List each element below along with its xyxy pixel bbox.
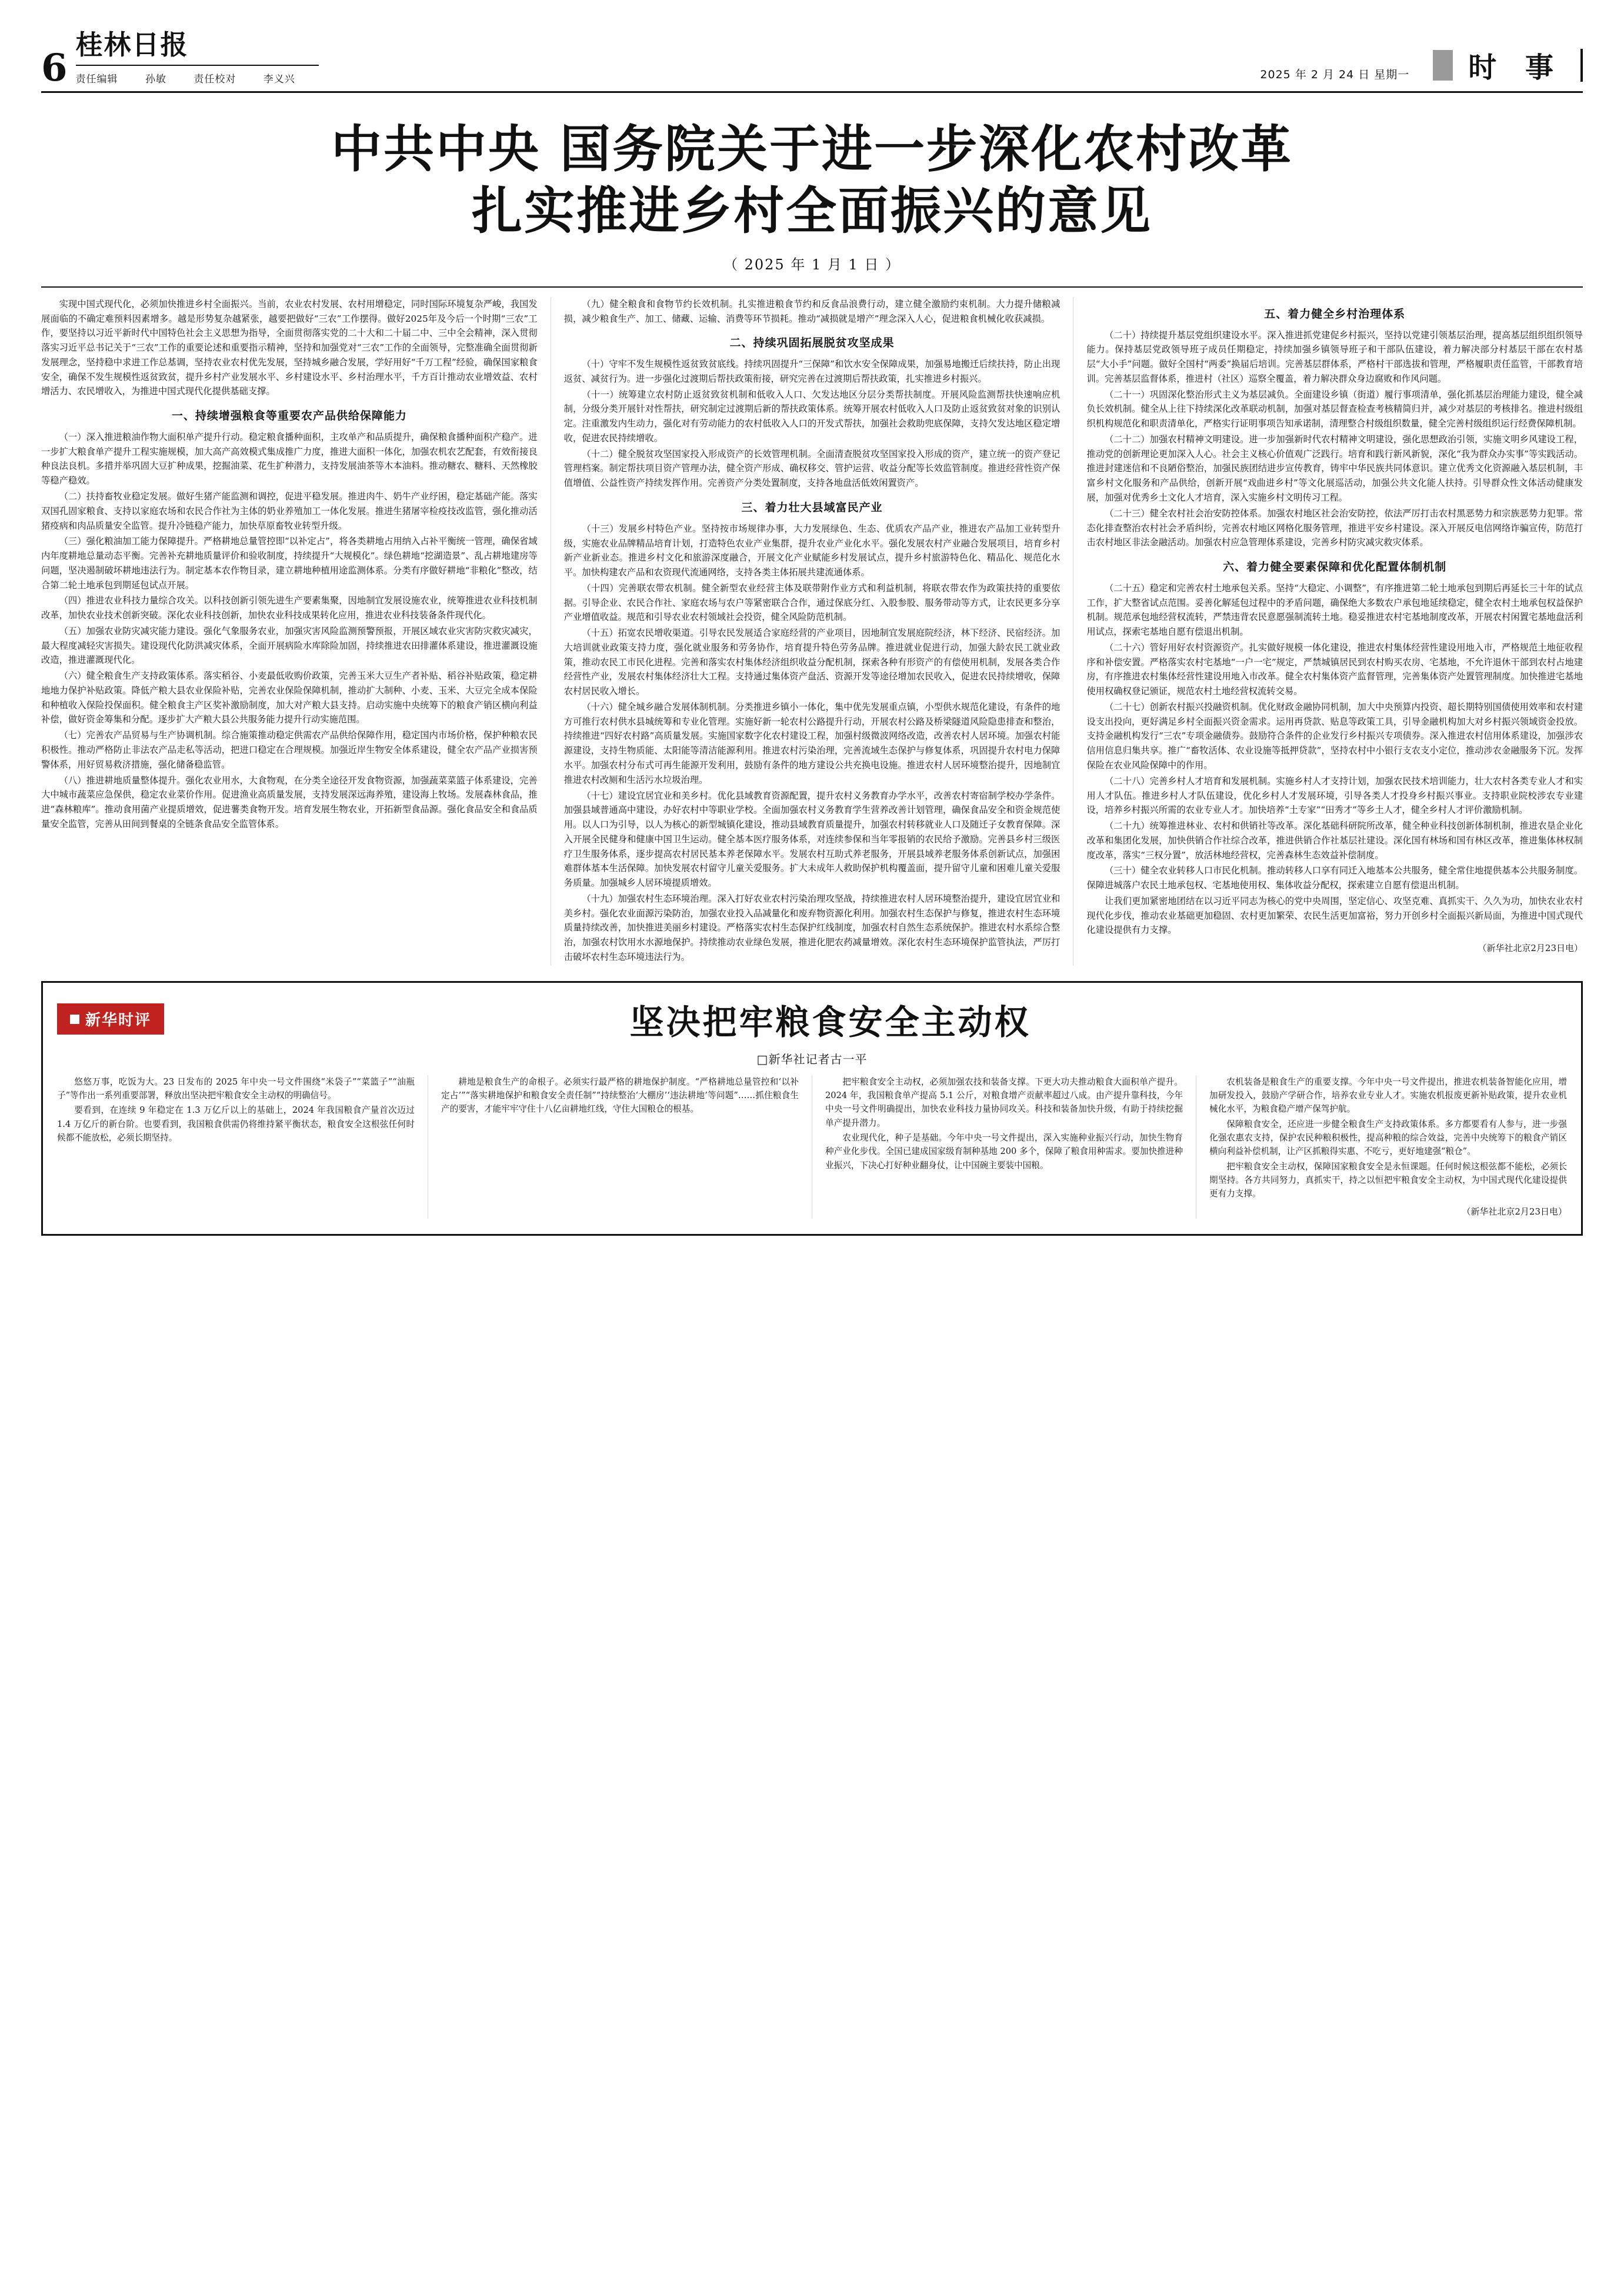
paragraph: （七）完善农产品贸易与生产协调机制。综合施策推动稳定供需农产品供给保障作用，稳定国内市场价格，保护种粮农民积极性。推动严格防止非法农产品走私等活动，把进口稳定在合理规模。加强近岸生物安全体系建设，健全农产品产业损害预警体系，用好贸易救济措施，强化储备稳监管。 [41, 730, 538, 770]
paragraph: （一）深入推进粮油作物大面积单产提升行动。稳定粮食播种面积，主攻单产和品质提升，确保粮食播种面积产稳产。进一步扩大粮食单产提升工程实施规模，加大高产高效模式集成推广力度，推进大面积一体化，加强农机农艺配套，有效衔接良种良法良机。多措并举巩固大豆扩种成果，挖掘油菜、花生扩种潜力，支持发展油茶等木本油料。推动糖农、糖料、天然橡胶等稳产稳效。 [41, 431, 538, 486]
paragraph: （十六）健全城乡融合发展体制机制。分类推进乡镇小一体化，集中优先发展重点镇，小型供水规范化建设，有条件的地方可推行农村供水县城统筹和专业化管理。实施好新一轮农村公路提升行动，开展农村公路及桥梁隧道风险隐患排查和整治，持续推进“四好农村路”高质量发展。实施国家数字化农村建设工程，加强村级微波网络改造，改善农村人居环境。加强农村能源建设，支持生物质能、太阳能等清洁能源利用。推进农村污染治理，完善流域生态保护与修复体系，巩固提升农村电力保障水平。加强农村分布式可再生能源开发利用，鼓励有条件的地方建设公共充换电设施。推进农村人居环境整治提升，因地制宜推进农村改厕和生活污水垃圾治理。 [563, 701, 1061, 785]
paragraph: （十五）拓宽农民增收渠道。引导农民发展适合家庭经营的产业项目，因地制宜发展庭院经济，林下经济、民宿经济。加大培训就业政策支持力度，强化就业服务和劳务协作，培育提升特色劳务品牌。推进就业促进行动，加强大龄农民工就业政策，推动农民工市民化进程。完善和落实农村集体经济组织收益分配机制，探索各种有形资产的有偿使用机制，发展各类合作经营性产业，发展农村集体经济壮大工程。支持通过集体资产盘活、资源开发等途径增加农民收入，促进农民持续增收，保障农村居民收入增长。 [563, 628, 1061, 697]
paragraph: （二十七）创新农村振兴投融资机制。优化财政金融协同机制，加大中央预算内投资、超长期特别国债使用效率和农村建设支出投向，更好满足乡村全面振兴资金需求。运用再贷款、贴息等政策工具，引导金融机构加大对乡村振兴领域资金投放。支持金融机构发行“三农”专项金融债券。鼓励符合条件的企业发行乡村振兴专项债券。深入推进农村信用体系建设，加强涉农信用信息归集共享。推广“畜牧活体、农业设施等抵押贷款”，坚持农村中小银行支农支小定位，推动涉农金融服务下沉。发挥保险在农业风险保障中的作用。 [1086, 701, 1583, 771]
editor-label: 责任编辑 [75, 74, 118, 85]
paragraph: （八）推进耕地质量整体提升。强化农业用水，大食物观，在分类全途径开发食物资源，加强蔬菜菜篮子体系建设，完善大中城市蔬菜应急保供，稳定农业菜价作用。促进渔业高质量发展，支持发展深远海养殖，建设海上牧场。发展森林食品，推进“森林粮库”。推动食用菌产业提质增效，促进薯类食物开发。培育发展生物农业，开拓新型食品源。强化食品安全和食品质量安全监管，完善从田间到餐桌的全链条食品安全监管体系。 [41, 775, 538, 829]
editor-credits [76, 71, 319, 85]
paragraph: 把牢粮食安全主动权，必须加强农技和装备支撑。下更大功夫推动粮食大面积单产提升。2024 年，我国粮食单产提高 5.1 公斤，对粮食增产贡献率超过八成。由产提升靠科技，今年中央一号文件明确提出，加快农业科技力量协同攻关。科技和装备加快升级，有助于持续挖掘单产提升潜力。 [825, 1076, 1183, 1128]
commentary-badge-label: 新华时评 [85, 1012, 152, 1030]
masthead-spacer [319, 66, 1433, 85]
section-heading: 三、着力壮大县域富民产业 [741, 501, 883, 514]
decorative-block [1433, 50, 1453, 81]
section-heading: 六、着力健全要素保障和优化配置体制机制 [1223, 561, 1447, 574]
paragraph: （十三）发展乡村特色产业。坚持按市场规律办事，大力发展绿色、生态、优质农产品产业，推进农产品加工业转型升级，实施农业品牌精品培育计划，打造特色农业产业集群，提升农业产业化水平。强化发展农村产业融合发展项目，培育乡村新产业新业态。推进乡村文化和旅游深度融合，开展文化产业赋能乡村发展试点，提升乡村旅游特色化、精品化、规范化水平。加快构建农产品和农资现代流通网络，支持各类主体拓展共建流通体系。 [563, 523, 1061, 578]
paragraph: 要看到，在连续 9 年稳定在 1.3 万亿斤以上的基础上，2024 年我国粮食产量首次迈过 1.4 万亿斤的新台阶。也要看到，我国粮食供需仍将维持紧平衡状态，粮食安全这根弦任何时候都不能放松，必须长期坚持。 [57, 1105, 415, 1143]
section-heading: 一、持续增强粮食等重要农产品供给保障能力 [171, 409, 407, 423]
paragraph: 悠悠万事，吃饭为大。23 日发布的 2025 年中央一号文件围绕“米袋子”“菜篮子”“油瓶子”等作出一系列重要部署，释放出坚决把牢粮食安全主动权的明确信号。 [57, 1076, 415, 1101]
headline-line-2: 扎实推进乡村全面振兴的意见 [472, 181, 1152, 241]
paragraph: （二）扶持畜牧业稳定发展。做好生猪产能监测和调控，促进平稳发展。推进肉牛、奶牛产业纾困，稳定基础产能。落实双国孔固家粮食、支持以家庭农场和农民合作社为主体的奶业养殖加工一体化发展。推进生猪屠宰检疫技改监管，强化推动活猪疫病和肉品质量安全监管。提升冷链稳产能力，加快草原畜牧业转型升级。 [41, 491, 538, 531]
section-heading: 二、持续巩固拓展脱贫攻坚成果 [729, 336, 895, 350]
paragraph: （二十）持续提升基层党组织建设水平。深入推进抓党建促乡村振兴，坚持以党建引领基层治理，提高基层组织组织领导能力。保持基层党政领导班子成员任期稳定，持续加强乡镇领导班子和干部队伍建设，着力解决部分村基层干部在农村基层“大小手”问题。做好全国村“两委”换届后培训。完善基层群体系，严格村干部选拔和管理，严格履职责任监管，干部教育培训。完善基层监督体系，推进村（社区）巡察全覆盖，着力解决群众身边腐败和作风问题。 [1086, 329, 1583, 384]
paragraph: 农机装备是粮食生产的重要支撑。今年中央一号文件提出，推进农机装备智能化应用，增加研发投入，鼓励产学研合作，培养农业专业人才。实施农机报废更新补贴政策，提升农业机械化水平，为粮食稳产增产保驾护航。 [1209, 1076, 1567, 1115]
paragraph: （四）推进农业科技力量综合攻关。以科技创新引领先进生产要素集聚，因地制宜发展设施农业，统筹推进农业科技机制改革，加快农业技术创新突破。深化农业科技创新，加快农业科技成果转化应用，推进农业科技装备条件现代化。 [41, 595, 538, 621]
section-heading: 五、着力健全乡村治理体系 [1264, 307, 1406, 321]
paragraph: 实现中国式现代化，必须加快推进乡村全面振兴。当前，农业农村发展、农村用增稳定，同时国际环境复杂严峻，我国发展面临的不确定难预料因素增多。越是形势复杂越紧张，越要把做好“三农”工作摆得。做好2025年及今后一个时期“三农”工作，要坚持以习近平新时代中国特色社会主义思想为指导，全面贯彻落实党的二十大和二十届二中、三中全会精神，深入贯彻落实习近平总书记关于“三农”工作的重要论述和重要指示精神，坚持和加强党对“三农”工作的全面领导，完整准确全面贯彻新发展理念，坚持稳中求进工作总基调，坚持农业农村优先发展，坚持城乡融合发展，学好用好“千万工程”经验，确保国家粮食安全，确保不发生规模性返贫致贫，提升乡村产业发展水平、乡村建设水平、乡村治理水平，千方百计推动农业增效益、农村增活力、农民增收入，为推进中国式现代化提供基础支撑。 [41, 298, 538, 397]
commentary-column-3 [812, 1075, 1183, 1219]
vertical-rule [1580, 49, 1583, 82]
paragraph: 保障粮食安全，还应进一步健全粮食生产支持政策体系。多方都要看有人参与，进一步强化强农惠农支持，保护农民种粮积极性，提高种粮的综合效益，完善中央统筹下的粮食产销区横向利益补偿机制，让产区抓粮得实惠、不吃亏，更好地建强“粮仓”。 [1209, 1119, 1567, 1157]
editor-name: 孙敏 [145, 74, 166, 85]
commentary-column-2 [428, 1075, 799, 1219]
paragraph: （六）健全粮食生产支持政策体系。落实稻谷、小麦最低收购价政策，完善玉米大豆生产者补贴、稻谷补贴政策，稳定耕地地力保护补贴政策。降低产粮大县农业保险补贴，完善农业保险保障机制，推动扩大制种、小麦、玉米、大豆完全成本保险和种植收入保险投保面积。健全粮食主产区奖补激励制度，加大对产粮大县支持。启动实施中央统筹下的粮食产销区横向利益补偿，做好资金筹集和分配。逐步扩大产粮大县公共服务能力提升行动实施范围。 [41, 671, 538, 725]
paragraph: （三十）健全农业转移人口市民化机制。推动转移人口享有同迁入地基本公共服务，健全常住地提供基本公共服务制度。保障进城落户农民土地承包权、宅基地使用权、集体收益分配权，探索建立自愿有偿退出机制。 [1086, 865, 1583, 891]
paragraph: （三）强化粮油加工能力保障提升。严格耕地总量管控即“以补定占”，将各类耕地占用纳入占补平衡统一管理，确保省域内年度耕地总量动态平衡。完善补充耕地质量评价和验收制度，持续提升“大规模化”。绿色耕地“挖湖造景”、乱占耕地建房等问题，坚决遏制破坏耕地违法行为。制定基本农作物目录，建立耕地种植用途监测体系。分类有序做好耕地“非粮化”整改，结合第二轮土地承包到期延包试点开展。 [41, 536, 538, 591]
paragraph: （十二）健全脱贫攻坚国家投入形成资产的长效管理机制。全面清查脱贫攻坚国家投入形成的资产，建立统一的资产登记管理档案。制定帮扶项目资产管理办法，健全资产形成、确权移交、管护运营、收益分配等长效监管制度。推进经营性资产保值增值、公益性资产持续发挥作用。完善资产分类处置制度，支持各地盘活低效闲置资产。 [563, 448, 1061, 489]
commentary-column-4 [1196, 1075, 1567, 1219]
paragraph: （十九）加强农村生态环境治理。深入打好农业农村污染治理攻坚战，持续推进农村人居环境整治提升，建设宜居宜业和美乡村。强化农业面源污染防治，加强农业投入品减量化和废弃物资源化利用。加强农村生态保护与修复，推进农村生态环境质量持续改善，加快推进美丽乡村建设。严格落实农村生态保护红线制度，加强农村自然生态系统保护。推进农村水系综合整治，加强农村饮用水水源地保护。持续推动农业绿色发展，推进化肥农药减量增效。深化农村生态环境保护监管执法，严厉打击破坏农村生态环境违法行为。 [563, 893, 1061, 962]
paper-nameplate [76, 24, 319, 85]
paragraph: （二十五）稳定和完善农村土地承包关系。坚持“大稳定、小调整”，有序推进第二轮土地承包到期后再延长三十年的试点工作，扩大整省试点范围。妥善化解延包过程中的矛盾问题，确保绝大多数农户承包地延续稳定，健全农村土地承包权益保护机制。规范承包地经营权流转，严禁违背农民意愿强制流转土地。稳妥推进农村宅基地制度改革，开展农村闲置宅基地盘活利用试点，探索宅基地自愿有偿退出机制。 [1086, 582, 1583, 638]
commentary-box [41, 981, 1583, 1236]
paragraph: （二十九）统筹推进林业、农村和供销社等改革。深化基础科研院所改革，健全种业科技创新体制机制，推进农垦企业化改革和集团化发展，加快供销合作社综合改革，推进供销合作社基层社建设。深化国有林场和国有林区改革，推进集体林权制度改革，落实“三权分置”，放活林地经营权，完善森林生态效益补偿制度。 [1086, 820, 1583, 860]
paragraph: （五）加强农业防灾减灾能力建设。强化气象服务农业，加强灾害风险监测预警预报，开展区域农业灾害防灾救灾减灾，最大程度减轻灾害损失。建设现代化防洪减灾体系，全面开展病险水库除险加固，持续推进农田排灌体系建设，推进灌溉设施改造，推进灌溉现代化。 [41, 625, 538, 666]
paper-name: 桂林日报 [76, 24, 319, 66]
section-title: 时 事 [1468, 51, 1563, 84]
headline-date: （ 2025 年 1 月 1 日 ） [723, 256, 901, 273]
commentary-byline: □新华社记者古一平 [756, 1052, 868, 1066]
commentary-header [57, 995, 1567, 1044]
headline-divider [41, 286, 1583, 288]
commentary-title: 坚决把牢粮食安全主动权 [629, 1002, 1031, 1042]
article-dateline-credit: （新华社北京2月23日电） [1478, 943, 1583, 954]
paragraph: （二十三）健全农村社会治安防控体系。加强农村地区社会治安防控，依法严厉打击农村黑恶势力和宗族恶势力犯罪。常态化排查整治农村社会矛盾纠纷，完善农村地区网格化服务管理，推进平安乡村建设。深入开展反电信网络诈骗宣传，防范打击农村地区非法金融活动。加强农村应急管理体系建设，完善乡村防灾减灾救灾体系。 [1086, 508, 1583, 548]
headline-block [41, 119, 1583, 273]
paragraph: （二十六）管好用好农村资源资产。扎实做好规模一体化建设，推进农村集体经营性建设用地入市，严格规范土地征收程序和补偿安置。严格落实农村宅基地“一户一宅”规定，严禁城镇居民到农村购买农房、宅基地，不允许退休干部到农村占地建房，有序推进农村集体经营性建设用地入市改革。健全农村集体资产监督管理，完善集体资产处置管理制度。加快推进宅基地使用权确权登记颁证，规范农村土地经营权流转交易。 [1086, 642, 1583, 697]
paragraph: （二十一）巩固深化整治形式主义为基层减负。全面建设乡镇（街道）履行事项清单，强化抓基层治理能力建设，健全减负长效机制。健全从上往下持续深化改革联动机制，加强对基层督查检查考核精简归并，减少对基层的考核排名。推进村级组织机构规范化和职责清单化，严格实行证明事项告知承诺制，清理整合村级组织数量，健全完善村级组织运行经费保障机制。 [1086, 389, 1583, 429]
article-columns [41, 297, 1583, 966]
article-column-1 [41, 297, 538, 966]
paragraph: （十）守牢不发生规模性返贫致贫底线。持续巩固提升“三保障”和饮水安全保障成果，加强易地搬迁后续扶持，防止出现返贫、减贫行为。进一步强化过渡期后帮扶政策衔接，研究完善在过渡期后帮扶政策，扎实推进乡村振兴。 [563, 359, 1061, 384]
paragraph: 让我们更加紧密地团结在以习近平同志为核心的党中央周围，坚定信心、攻坚克难、真抓实干、久久为功，加快农业农村现代化步伐，推动农业基础更加稳固、农村更加繁荣、农民生活更加富裕，努力开创乡村全面振兴新局面，为推进中国式现代化建设提供有力支撑。 [1086, 895, 1583, 936]
paragraph: 耕地是粮食生产的命根子。必须实行最严格的耕地保护制度。“严格耕地总量管控和‘以补定占’”“落实耕地保护和粮食安全责任制”“持续整治‘大棚房’‘违法耕地’等问题”……抓住粮食生产的要害，才能牢牢守住十八亿亩耕地红线，守住大国粮仓的根基。 [441, 1076, 799, 1115]
commentary-column-1 [57, 1075, 415, 1219]
headline-line-1: 中共中央 国务院关于进一步深化农村改革 [331, 119, 1293, 179]
page-folio-number: 6 [41, 46, 68, 91]
masthead [41, 24, 1583, 93]
paragraph: （二十二）加强农村精神文明建设。进一步加强新时代农村精神文明建设，强化思想政治引领，实施文明乡风建设工程，推动党的创新理论更加深入人心。社会主义核心价值观广泛践行。培育和践行新风新貌，深化“我为群众办实事”等实践活动。推进封建迷信和不良陋俗整治，加强民族团结进步宣传教育，铸牢中华民族共同体意识。建立优秀文化资源融入基层机制，丰富乡村文化服务和产品供给，创新开展“戏曲进乡村”等文化展巡活动，加强公共文化能人扶持。引导群众性文体活动健康发展，加强对优秀乡土文化人才培育，深入实施乡村文明传习工程。 [1086, 433, 1583, 503]
proofreader-name: 李义兴 [263, 74, 295, 85]
issue-date: 2025 年 2 月 24 日 星期一 [1260, 68, 1410, 81]
proofreader-label: 责任校对 [194, 74, 236, 85]
paragraph: （九）健全粮食和食物节约长效机制。扎实推进粮食节约和反食品浪费行动，建立健全激励约束机制。大力提升储粮减损，减少粮食生产、加工、储藏、运输、消费等环节损耗。推动“减损就是增产”理念深入人心，促进粮食机械化收获减损。 [563, 298, 1061, 324]
section-label-group [1433, 45, 1583, 85]
article-column-2 [551, 297, 1061, 966]
square-bullet-icon [70, 1015, 79, 1024]
article-column-3 [1073, 297, 1583, 966]
paragraph: （二十八）完善乡村人才培育和发展机制。实施乡村人才支持计划，加强农民技术培训能力，壮大农村各类专业人才和实用人才队伍。推进乡村人才队伍建设，优化乡村人才发展环境，引导各类人才投身乡村振兴事业。支持职业院校涉农专业建设，培养乡村振兴所需的农业专业人才。加快培养“土专家”“田秀才”等乡土人才，健全乡村人才评价激励机制。 [1086, 775, 1583, 816]
paragraph: （十七）建设宜居宜业和美乡村。优化县域教育资源配置，提升农村义务教育办学水平，改善农村寄宿制学校办学条件。加强县域普通高中建设，办好农村中等职业学校。全面加强农村义务教育学生营养改善计划管理，确保食品安全和资金规范使用。以人口为引导，以人为核心的新型城镇化建设，推动县域教育质量提升，加强农村转移就业人口及随迁子女教育保障。深入开展全民健身和健康中国卫生运动。健全基本医疗服务体系，对连续参保和当年零报销的农民给予激励。完善县乡村三级医疗卫生服务体系，逐步提高农村居民基本养老保障水平。发展农村互助式养老服务，开展县域养老服务体系创新试点，加强困难群体基本生活保障。加快发展农村留守儿童关爱服务。扩大未成年人救助保护机构覆盖面，提升留守儿童和困难儿童关爱服务质量。加强城乡人居环境提质增效。 [563, 790, 1061, 889]
paragraph: 农业现代化，种子是基础。今年中央一号文件提出，深入实施种业振兴行动，加快生物育种产业化步伐。全国已建成国家级育制种基地 200 多个，保障了粮食用种需求。要加快推进种业振兴，下决心打好种业翻身仗，让中国碗主要装中国粮。 [825, 1133, 1183, 1170]
paragraph: （十一）统筹建立农村防止返贫致贫机制和低收入人口、欠发达地区分层分类帮扶制度。开展风险监测帮扶快速响应机制，分级分类开展针对性帮扶，研究制定过渡期后新的帮扶政策体系。统筹开展农村低收入人口及防止返贫致贫对象的识别认定。注重激发内生动力，强化对有劳动能力的农村低收入人口的开发式帮扶，加强社会救助兜底保障，支持欠发达地区稳定增收，促进农民持续增收。 [563, 389, 1061, 443]
paragraph: 把牢粮食安全主动权，保障国家粮食安全是永恒课题。任何时候这根弦都不能松，必须长期坚持。各方共同努力，真抓实干，持之以恒把牢粮食安全主动权，为中国式现代化建设提供更有力支撑。 [1209, 1161, 1567, 1199]
commentary-dateline-credit: （新华社北京2月23日电） [1462, 1206, 1567, 1217]
commentary-columns [57, 1075, 1567, 1219]
paragraph: （十四）完善联农带农机制。健全新型农业经营主体及联带附作业方式和利益机制，将联农带农作为政策扶持的重要依据。引导企业、农民合作社、家庭农场与农户等紧密联合合作，通过保底分红、入股参股、服务带动等方式，让农民更多分享产业增值收益。规范和引导农业农村领域社会投资，健全风险防范机制。 [563, 582, 1061, 623]
